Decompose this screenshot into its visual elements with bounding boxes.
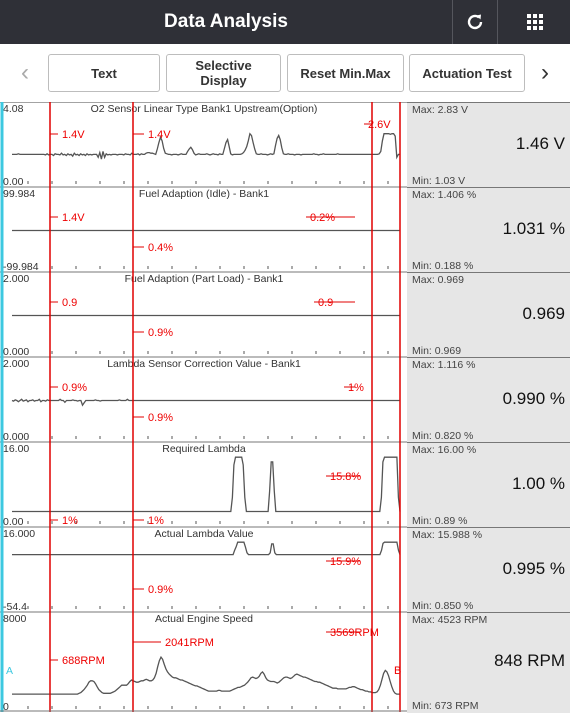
annotation-value: 2041RPM (165, 637, 214, 649)
axis-max-label: 4.08 (3, 103, 24, 115)
chevron-right-icon: › (541, 59, 549, 86)
prev-button[interactable] (10, 44, 40, 102)
axis-min-label: -99.984 (3, 261, 39, 273)
annotation-value: 15.9% (330, 556, 362, 568)
refresh-button[interactable] (452, 0, 497, 44)
min-readout: Min: 0.969 (412, 345, 462, 357)
annotation-value: 0.9% (148, 327, 174, 339)
graph-title: O2 Sensor Linear Type Bank1 Upstream(Option) (90, 103, 318, 115)
annotation-value: 0.4% (148, 242, 174, 254)
annotation-value: 0.2% (310, 212, 336, 224)
axis-min-label: -54.4 (3, 601, 27, 613)
max-readout: Max: 1.406 % (412, 189, 477, 201)
min-readout: Min: 0.850 % (412, 600, 474, 612)
value-panel (407, 612, 570, 713)
max-readout: Max: 4523 RPM (412, 614, 488, 626)
max-readout: Max: 16.00 % (412, 444, 477, 456)
annotation-value: 1% (348, 382, 364, 394)
next-button[interactable] (530, 44, 560, 102)
page-title: Data Analysis (164, 11, 288, 32)
annotation-value: 0.9% (148, 412, 174, 424)
max-readout: Max: 15.988 % (412, 529, 483, 541)
current-value: 0.995 % (502, 558, 565, 578)
min-readout: Min: 673 RPM (412, 700, 479, 712)
graph-title: Actual Lambda Value (154, 528, 254, 540)
annotation-value: 1.4V (62, 129, 85, 141)
annotation-value: 0.9 (318, 297, 334, 309)
annotation-value: 0.9% (148, 584, 174, 596)
min-readout: Min: 0.820 % (412, 430, 474, 442)
actuation-test-button[interactable]: Actuation Test (409, 54, 525, 92)
annotation-value: 0.9% (62, 382, 88, 394)
annotation-value: 1% (148, 515, 164, 527)
graph-title: Actual Engine Speed (154, 613, 254, 625)
min-readout: Min: 0.89 % (412, 515, 468, 527)
annotation-value: 1.4V (62, 212, 85, 224)
value-panel (407, 442, 570, 528)
toolbar (0, 44, 570, 103)
axis-min-label: 0.000 (3, 431, 30, 443)
axis-min-label: 0.000 (3, 346, 30, 358)
graph-title: Fuel Adaption (Idle) - Bank1 (138, 188, 270, 200)
annotation-value: 3569RPM (330, 627, 379, 639)
axis-min-label: 0.00 (3, 176, 24, 188)
axis-max-label: 99.984 (3, 188, 36, 200)
cursor-b-label: B (394, 665, 402, 677)
value-panel (407, 272, 570, 358)
value-panel (407, 357, 570, 443)
axis-min-label: 0.00 (3, 516, 24, 528)
value-panel (407, 527, 570, 613)
axis-max-label: 2.000 (3, 273, 30, 285)
current-value: 1.031 % (502, 218, 565, 238)
graph-title: Lambda Sensor Correction Value - Bank1 (107, 358, 301, 370)
signal-trace (12, 457, 400, 511)
current-value: 0.990 % (502, 388, 565, 408)
graph-title: Fuel Adaption (Part Load) - Bank1 (124, 273, 284, 285)
axis-max-label: 2.000 (3, 358, 30, 370)
refresh-icon (465, 12, 485, 32)
grid-menu-icon (526, 13, 544, 31)
axis-min-label: 0 (3, 701, 9, 712)
chevron-left-icon: ‹ (21, 59, 29, 86)
current-value: 848 RPM (494, 651, 565, 670)
axis-max-label: 16.000 (3, 528, 36, 540)
axis-max-label: 16.00 (3, 443, 30, 455)
annotation-value: 1.4V (148, 129, 171, 141)
annotation-value: 688RPM (62, 655, 105, 667)
signal-trace (12, 399, 400, 405)
value-panel (407, 102, 570, 188)
max-readout: Max: 0.969 (412, 274, 464, 286)
axis-max-label: 8000 (3, 613, 27, 625)
annotation-value: 2.6V (368, 119, 391, 131)
current-value: 1.46 V (515, 133, 565, 153)
max-readout: Max: 1.116 % (412, 359, 476, 371)
text-button[interactable]: Text (48, 54, 160, 92)
value-panel (407, 187, 570, 273)
min-readout: Min: 0.188 % (412, 260, 474, 272)
reset-min-max-button[interactable]: Reset Min.Max (287, 54, 404, 92)
cursor-a-label: A (6, 665, 14, 677)
annotation-value: 0.9 (62, 297, 78, 309)
current-value: 1.00 % (512, 473, 565, 493)
max-readout: Max: 2.83 V (412, 104, 469, 116)
app-header (0, 0, 570, 44)
selective-display-button[interactable]: Selective Display (166, 54, 281, 92)
min-readout: Min: 1.03 V (412, 175, 466, 187)
annotation-value: 15.8% (330, 471, 362, 483)
annotation-value: 1% (62, 515, 78, 527)
grid-menu-button[interactable] (497, 0, 570, 44)
graph-area[interactable] (0, 102, 407, 712)
current-value: 0.969 (522, 303, 565, 323)
signal-trace (12, 542, 400, 554)
graph-title: Required Lambda (162, 443, 246, 455)
